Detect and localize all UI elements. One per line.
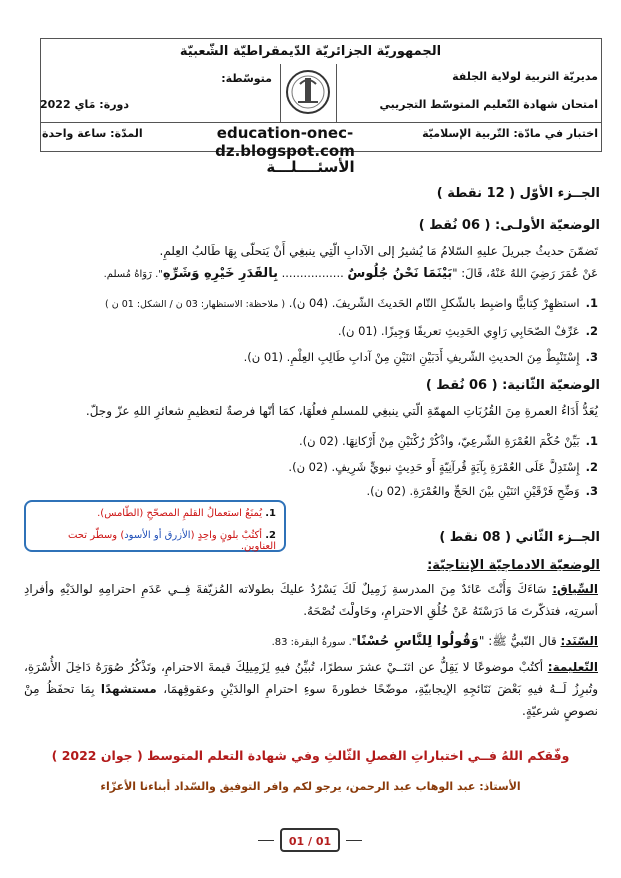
instructions-box xyxy=(24,500,286,552)
hadith-end: بِالقَدَرِ خَيْرِهِ وَشَرِّهِ xyxy=(162,266,278,281)
footer-wish: وفّقكم اللهُ فــي اختباراتِ الفصلِ الثّالثِ وفي شهادة التعلم المتوسط ( جوان 2022 ) xyxy=(51,748,570,763)
questions-title: الأسئــــلـــة xyxy=(266,158,355,176)
school-level: متوسّطة: xyxy=(221,72,272,85)
integration-heading: الوضعيّة الادماجيّة الإنتاجيّة: xyxy=(427,558,600,573)
s1-question-2 xyxy=(20,324,598,338)
republic-title: الجمهوريّة الجزائريّة الدّيمقراطيّة الشّعبيّة xyxy=(179,44,442,59)
s1-q2-number: 2. xyxy=(585,324,598,338)
situation2-heading: الوضعيّة الثّانية: ( 06 نُقط ) xyxy=(425,378,600,393)
situation1-heading: الوضعيّة الأولـى: ( 06 نُقط ) xyxy=(418,218,600,233)
s1-q1-text: استظهِرْ كِتابيًّا واضبِط بالشّكلِ التّام الحَديثَ الشّريفَ. (04 ن). xyxy=(288,296,580,310)
context-label: السِّياق: xyxy=(552,582,598,596)
instruction-1-number: 1. xyxy=(265,508,276,519)
s1-q2-text: عَرِّفْ الصّحَابِي رَاوِي الحَدِيثِ تعريفًا وَجِيزًا. (01 ن). xyxy=(337,324,580,338)
instruction-1 xyxy=(30,508,276,519)
s2-q3-number: 3. xyxy=(585,484,598,498)
situation2-intro: يُعَدُّ أَدَاءُ العمرةِ مِنَ القُرُبَاتِ المهمّةِ الّتي ينبغِي للمسلمِ فعلُهَا، كمَا أنّها فرصةٌ لتعظيمِ شعائرِ اللهِ عزّ وجلّ. xyxy=(85,404,598,418)
support-quote: وَقُولُوا لِلنَّاسِ حُسْنًا xyxy=(356,634,479,649)
instruction-2-number: 2. xyxy=(265,530,276,541)
footer-teacher: الأستاذ: عبد الوهاب عبد الرحمن، يرجو لكم وافر التوفيق والسّداد أبناءنا الأعزّاء xyxy=(100,780,521,793)
emblem-logo xyxy=(283,68,333,116)
part2-heading: الجــزء الثّاني ( 08 نقط ) xyxy=(439,530,600,545)
s2-q2-text: إِسْتَدِلَّ عَلَى العُمْرَةِ بِآيَةٍ قُرآنِيّةٍ أَو حَدِيثٍ نبويٍّ شَرِيفٍ. (02 ن). xyxy=(288,460,580,474)
directorate: مديريّة التربية لولاية الجلفة xyxy=(452,70,598,83)
hadith-source: ". رَوَاهُ مُسلم. xyxy=(103,269,163,280)
task-label: التّعليمة: xyxy=(547,660,598,674)
logo-divider-right xyxy=(336,64,337,122)
s1-q3-number: 3. xyxy=(585,350,598,364)
hadith-line xyxy=(24,266,598,281)
part1-heading: الجــزء الأوّل ( 12 نقطة ) xyxy=(436,186,600,201)
s2-q2-number: 2. xyxy=(585,460,598,474)
logo-divider-left xyxy=(280,64,281,122)
exam-subject: اختبار في مادّة: التّربية الإسلاميّة xyxy=(422,127,598,140)
support-paragraph xyxy=(24,630,598,654)
exam-name: امتحان شهادة التّعليم المتوسّط التجريبي xyxy=(379,98,598,111)
context-text: سَاءَكَ وَأَنْتَ عَائدٌ مِنَ المدرسةِ زَمِيلٌ لَكَ يَسْرُدُ عليكَ بطولاته المُزيّفةَ فِــي عَدَمِ احترامِهِ لوالدَيْهِ وأفرادِ أسرتِه، فتذكّرتَ مَا دَرَسْتَهُ عَنْ خُلُقِ الاحترامِ، وحَاولْتَ نُصْحَهُ. xyxy=(24,582,598,618)
hadith-dots: ................. xyxy=(277,266,348,280)
task-cite: مستشهدًا xyxy=(100,682,164,696)
instruction-2-text-c: ) وسطّر تحت العناوين. xyxy=(67,530,276,552)
s1-question-3 xyxy=(20,350,598,364)
s1-q1-note: ( ملاحظة: الاستظهار: 03 ن / الشكل: 01 ن ) xyxy=(104,299,286,310)
s1-question-1 xyxy=(20,296,598,310)
context-paragraph xyxy=(24,578,598,622)
website-watermark: education-onec-dz.blogspot.com xyxy=(215,124,355,160)
support-source: ". سورةُ البقرة: 83. xyxy=(271,637,357,648)
header-divider xyxy=(40,122,601,123)
exam-session: دورة: مَاي 2022 xyxy=(40,98,130,111)
page-line-left xyxy=(258,840,274,841)
task-text: أكتُبْ موضوعًا لا يَقِلُّ عن اثنَــيْ عشرَ سطرًا، تُبيِّنُ فيهِ لِزَمِيلِكَ قيمةَ الاحترامِ، وتَذْكُرُ صُوَرَهُ دَاخِلَ الأُسْرَةِ، وتُبرِزُ لَــهُ فيهِ بَعْضَ نَتَائجِهِ الإيجابيّةِ، موضّحًا خطورةَ سوءِ احترامِ الوالدَيْنِ وعقوقِهمَا، xyxy=(24,660,598,696)
s2-q1-number: 1. xyxy=(585,434,598,448)
support-prefix: قال النّبيُّ ﷺ: " xyxy=(478,634,561,648)
s2-q3-text: وَضِّحِ فَرْقَيْنِ اثنَيْنِ بيْنَ الحَجِّ والعُمْرَةِ. (02 ن). xyxy=(366,484,580,498)
task-text-end: بِمَا تحفَظُ مِنْ نصوصٍ شرعيّةٍ. xyxy=(24,682,598,718)
s2-question-2 xyxy=(20,460,598,474)
support-label: السّنَد: xyxy=(560,634,598,648)
instruction-1-text: يُمنَعُ استعمالُ القلمِ المصحّحِ (الطّامس). xyxy=(97,508,263,519)
hadith-prefix: عَنْ عُمَرَ رَضِيَ اللهُ عَنْهُ، قَالَ: " xyxy=(452,266,598,280)
instruction-2-text-a: أكتُبْ بلونٍ واحِدٍ ( xyxy=(190,530,263,541)
s2-question-3 xyxy=(20,484,598,498)
page-line-right xyxy=(346,840,362,841)
s1-q3-text: إِسْتَنْبِطْ مِنَ الحديثِ الشّريفِ أَدَبَيْنِ اثنَيْنِ مِنْ آدابِ طَالِبِ العِلْمِ. (01 ن). xyxy=(243,350,580,364)
instruction-2-colors: الأزرق أو الأسود xyxy=(124,530,191,541)
hadith-start: بَيْنَمَا نَحْنُ جُلُوسٌ xyxy=(347,266,453,281)
s1-q1-number: 1. xyxy=(585,296,598,310)
page-number: 01 / 01 xyxy=(280,828,340,852)
s2-q1-text: بَيِّنْ حُكْمَ العُمْرَةِ الشّرعِيّ، واذْكُرْ رُكْنَيْنِ مِنْ أَرْكانِهَا. (02 ن). xyxy=(299,434,580,448)
task-paragraph xyxy=(24,656,598,722)
exam-duration: المدّة: ساعة واحدة xyxy=(42,127,143,140)
situation1-intro: تَضمّنَ حديثُ جبريلَ عليهِ السّلامُ مَا يُشيرُ إلى الآدابِ الّتِي ينبغِي أَنْ يَتحلّى بِهَا طَالبُ العِلمِ. xyxy=(159,244,598,258)
instruction-2 xyxy=(30,530,276,552)
s2-question-1 xyxy=(20,434,598,448)
